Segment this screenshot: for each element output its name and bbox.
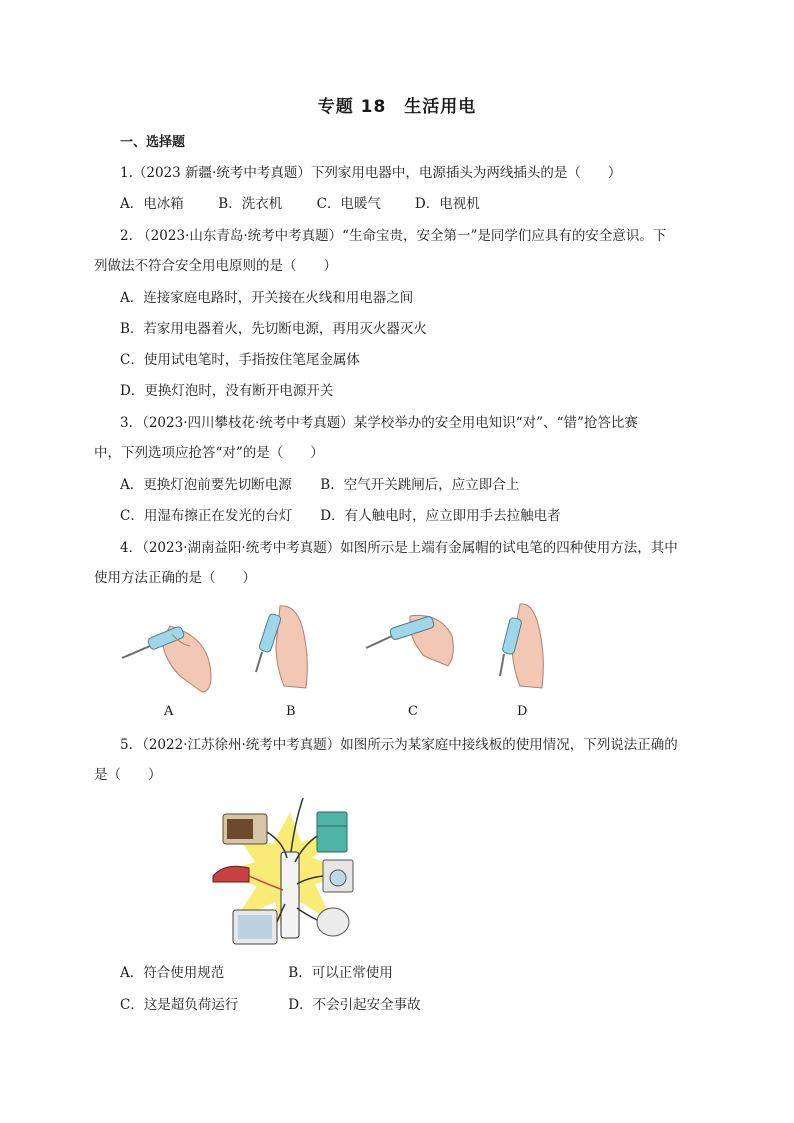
question-5-stem-line1: 5．（2022·江苏徐州·统考中考真题）如图所示为某家庭中接线板的使用情况，下列说法正确的	[120, 737, 678, 753]
q1-option-b[interactable]: B．洗衣机	[218, 196, 283, 212]
question-2-stem-line1: 2. （2023·山东青岛·统考中考真题）“生命宝贵，安全第一”是同学们应具有的安全意识。下	[120, 228, 667, 244]
power-strip-icon	[281, 852, 299, 938]
q2-option-b[interactable]: B．若家用电器着火，先切断电源，再用灭火器灭火	[120, 321, 427, 337]
q2-option-d[interactable]: D．更换灯泡时，没有断开电源开关	[120, 383, 334, 399]
page-title: 专题 18 生活用电	[317, 97, 477, 117]
q5-option-c[interactable]: C．这是超负荷运行	[120, 997, 239, 1013]
question-5-options-row1	[120, 964, 393, 982]
question-3-stem-line1: 3．（2023·四川攀枝花·统考中考真题）某学校举办的安全用电知识“对”、“错”抢答比赛	[120, 415, 638, 431]
figure-d-hand-pen	[500, 604, 543, 688]
test-pen-figure	[110, 596, 590, 696]
q3-option-b[interactable]: B．空气开关跳闸后，应立即合上	[320, 477, 520, 493]
question-5-stem-line2: 是（ ）	[94, 767, 162, 783]
question-3-stem-line2: 中，下列选项应抢答“对”的是（ ）	[94, 445, 324, 461]
figure-label-b: B	[286, 704, 296, 719]
q3-option-d[interactable]: D．有人触电时，应立即用手去拉触电者	[320, 508, 561, 524]
q5-option-a[interactable]: A．符合使用规范	[120, 965, 225, 981]
rice-cooker-icon	[317, 908, 349, 936]
fridge-icon	[317, 812, 347, 852]
question-5-options-row2	[120, 996, 421, 1014]
question-4-stem-line1: 4．（2023·湖南益阳·统考中考真题）如图所示是上端有金属帽的试电笔的四种使用方法，其中	[120, 540, 678, 556]
q1-option-d[interactable]: D．电视机	[414, 196, 480, 212]
figure-b-hand-pen	[256, 606, 307, 688]
q1-option-c[interactable]: C．电暖气	[316, 196, 381, 212]
q3-option-a[interactable]: A．更换灯泡前要先切断电源	[120, 477, 292, 493]
q2-option-c[interactable]: C．使用试电笔时，手指按住笔尾金属体	[120, 352, 360, 368]
question-1-stem: 1.（2023 新疆·统考中考真题）下列家用电器中，电源插头为两线插头的是（ ）	[120, 165, 622, 181]
question-3-options-row1	[120, 476, 519, 494]
iron-icon	[213, 866, 249, 882]
figure-a-hand-pen	[122, 626, 211, 692]
question-3-options-row2	[120, 507, 561, 525]
q5-option-b[interactable]: B．可以正常使用	[288, 965, 393, 981]
figure-label-c: C	[408, 704, 418, 719]
figure-label-a: A	[164, 704, 174, 719]
section-heading: 一、选择题	[120, 135, 186, 150]
q3-option-c[interactable]: C．用湿布擦正在发光的台灯	[120, 508, 293, 524]
q5-option-d[interactable]: D．不会引起安全事故	[288, 997, 421, 1013]
q1-option-a[interactable]: A．电冰箱	[120, 196, 184, 212]
question-4-stem-line2: 使用方法正确的是（ ）	[94, 570, 256, 586]
figure-label-d: D	[517, 704, 528, 719]
question-2-stem-line2: 列做法不符合安全用电原则的是（ ）	[94, 258, 337, 274]
overloaded-power-strip-figure	[205, 792, 375, 952]
figure-c-hand-pen	[366, 615, 453, 666]
question-1-options	[120, 195, 480, 213]
q2-option-a[interactable]: A．连接家庭电路时，开关接在火线和用电器之间	[120, 290, 414, 306]
